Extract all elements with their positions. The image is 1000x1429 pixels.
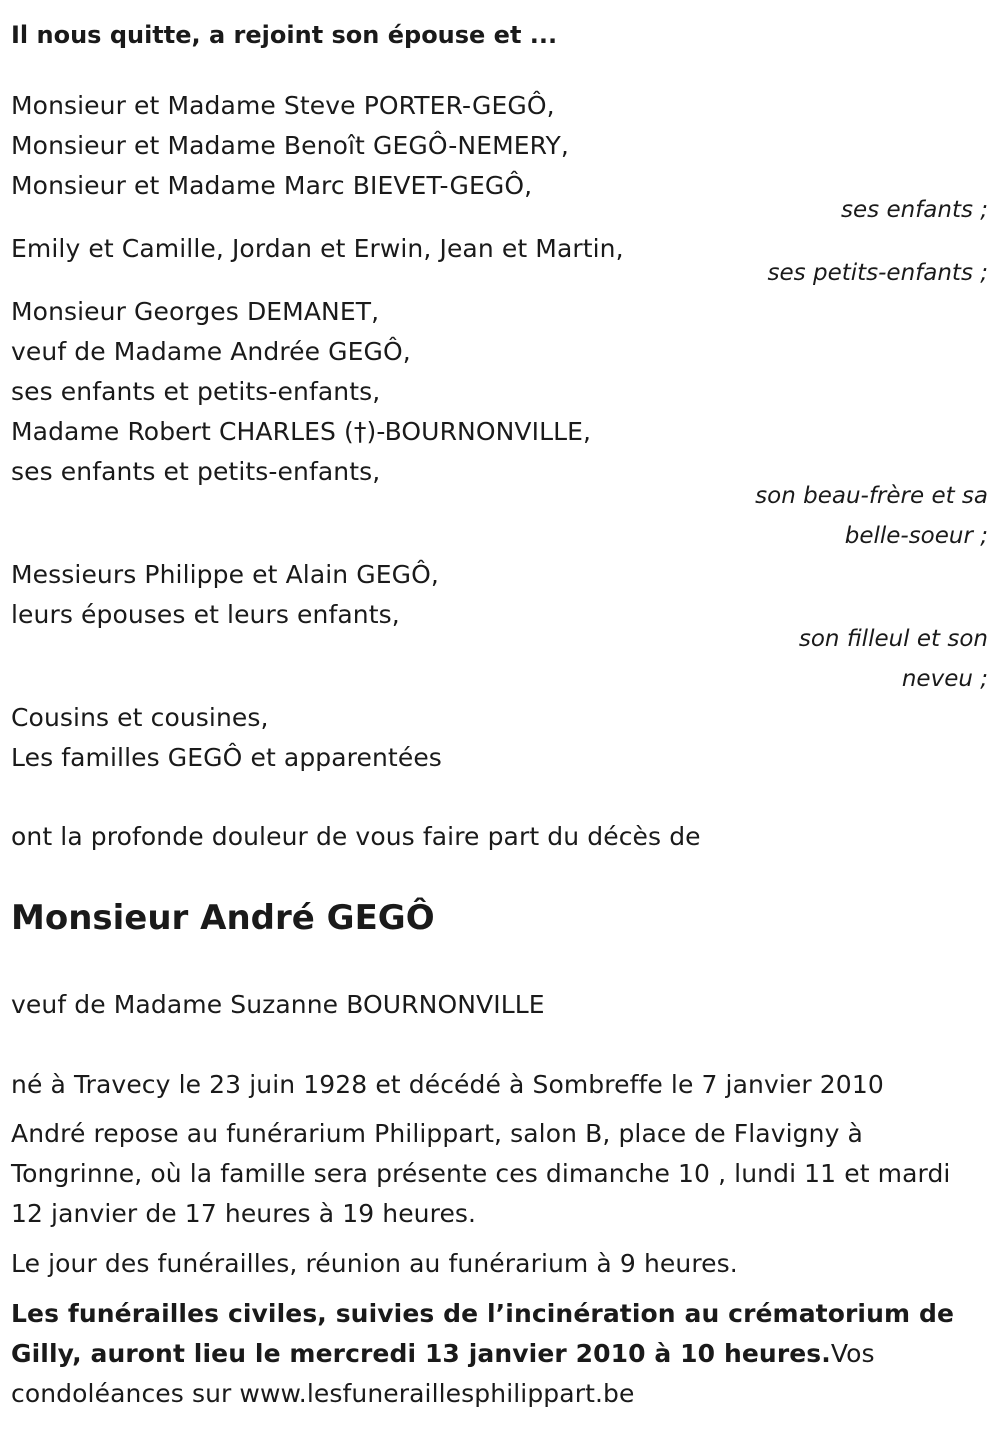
child-line-3: Monsieur et Madame Marc BIEVET-GEGÔ,	[11, 171, 533, 200]
child-line-2: Monsieur et Madame Benoît GEGÔ-NEMERY,	[11, 131, 569, 160]
funeral-line-2	[11, 1334, 989, 1374]
in-law-line-4: Madame Robert CHARLES (†)-BOURNONVILLE,	[11, 417, 592, 446]
funeral-line-2-bold: Gilly, auront lieu le mercredi 13 janvier 2010 à 10 heures.	[11, 1339, 831, 1368]
rest-line-2: Tongrinne, où la famille sera présente ces dimanche 10 , lundi 11 et mardi	[11, 1159, 951, 1188]
in-law-line-3: ses enfants et petits-enfants,	[11, 377, 381, 406]
godson-line-1: Messieurs Philippe et Alain GEGÔ,	[11, 560, 439, 589]
godson-line-2: leurs épouses et leurs enfants,	[11, 600, 400, 629]
cousins-line-2: Les familles GEGÔ et apparentées	[11, 743, 442, 772]
in-law-line-2: veuf de Madame Andrée GEGÔ,	[11, 337, 411, 366]
condolences-line: condoléances sur www.lesfuneraillesphilippart.be	[11, 1379, 635, 1408]
rest-line-1: André repose au funérarium Philippart, salon B, place de Flavigny à	[11, 1119, 863, 1148]
in-laws-relation-2: belle-soeur ;	[844, 523, 988, 549]
meeting-line: Le jour des funérailles, réunion au funérarium à 9 heures.	[11, 1249, 738, 1278]
funeral-line-2-tail: Vos	[830, 1339, 875, 1368]
deceased-name: Monsieur André GEGÔ	[11, 898, 435, 938]
in-laws-relation-1: son beau-frère et sa	[755, 483, 988, 509]
godson-relation-2: neveu ;	[901, 666, 988, 692]
rest-line-3: 12 janvier de 17 heures à 19 heures.	[11, 1199, 477, 1228]
announcement-text: ont la profonde douleur de vous faire part du décès de	[11, 822, 701, 851]
widower-line: veuf de Madame Suzanne BOURNONVILLE	[11, 990, 545, 1019]
grandchildren-line: Emily et Camille, Jordan et Erwin, Jean et Martin,	[11, 234, 624, 263]
child-line-1: Monsieur et Madame Steve PORTER-GEGÔ,	[11, 91, 555, 120]
birth-death-line: né à Travecy le 23 juin 1928 et décédé à Sombreffe le 7 janvier 2010	[11, 1070, 884, 1099]
intro-heading: Il nous quitte, a rejoint son épouse et ...	[11, 21, 558, 49]
funeral-line-1: Les funérailles civiles, suivies de l’incinération au crématorium de	[11, 1299, 955, 1328]
in-law-line-5: ses enfants et petits-enfants,	[11, 457, 381, 486]
godson-relation-1: son filleul et son	[798, 626, 988, 652]
children-relation: ses enfants ;	[841, 197, 988, 223]
cousins-line-1: Cousins et cousines,	[11, 703, 269, 732]
grandchildren-relation: ses petits-enfants ;	[767, 260, 988, 286]
in-law-line-1: Monsieur Georges DEMANET,	[11, 297, 380, 326]
